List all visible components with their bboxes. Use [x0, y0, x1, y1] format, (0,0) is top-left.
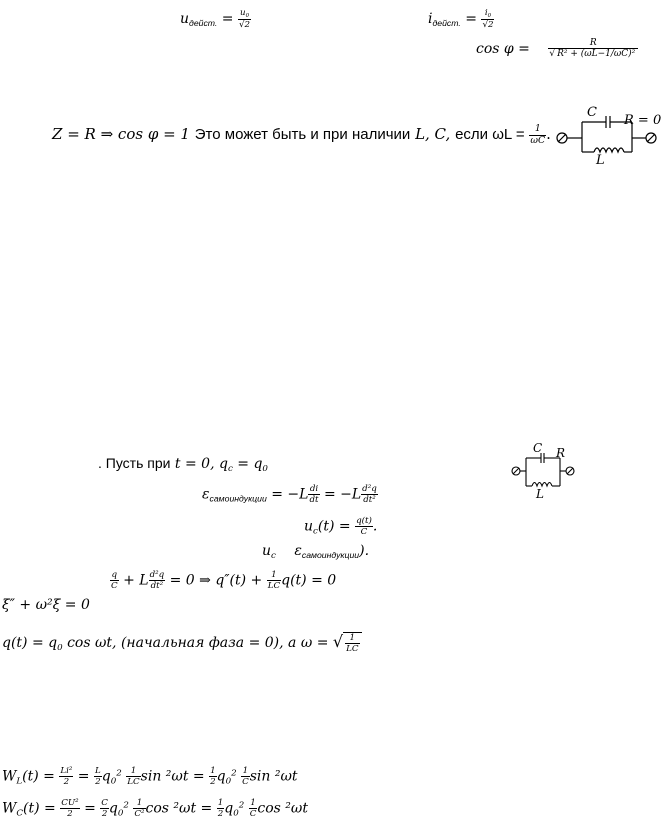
inductor-label: L [536, 487, 544, 501]
u-effective-formula: $u_{дейст.}$ = $\frac{u_0}{√2}$ [180, 8, 251, 31]
charge-solution: $q(t) = q_0$ cos ωt, (начальная фаза = 0), а ω = √ $\frac{1}{LC}$ [2, 632, 362, 654]
subscript: дейст. [432, 18, 461, 29]
inductor-energy: $W_L(t)$ = $\frac{\text{Li²}}{2}$ = $\frac{L}{2}$ $q_0^2$ $\frac{1}{LC}$ sin ²ωt = $\frac{1}{2}$ $q_0^2$ $\frac{1}{C}$ sin ²ωt [2, 766, 298, 787]
cos-phi-formula: cos φ = $\frac{R}{\text{√ R² + (ωL−1/ωC)²}}$ [476, 38, 638, 60]
voltage-emf-relation: $u_c$ $\varepsilon_{самоиндукции}$). [262, 543, 370, 562]
subscript: дейст. [189, 18, 218, 29]
capacitor-voltage: $u_c(t)$ = $\frac{q(t)}{C}$ . [304, 516, 378, 537]
lc-differential-equation: $\frac{q}{C}$ + L $\frac{\text{d²q}}{\text{dt²}}$ = 0 ⇒ q″(t) + $\frac{1}{LC}$ q(t) = 0 [111, 570, 337, 591]
fraction: $\frac{i_0}{√2}$ [482, 8, 494, 31]
circuit-diagram-lc [508, 440, 576, 500]
symbol: i [428, 11, 433, 28]
resistance-label: R [556, 446, 566, 460]
fraction: $\frac{R}{\text{√ R² + (ωL−1/ωC)²}}$ [548, 38, 638, 60]
lc-symbols: L, C, [415, 125, 451, 144]
i-effective-formula: $i_{дейст.}$ = $\frac{i_0}{√2}$ [428, 8, 494, 31]
resonance-text: Это может быть и при наличии [194, 126, 411, 144]
fraction: $\frac{u_0}{√2}$ [238, 8, 251, 31]
resonance-line: Z = R ⇒ cos φ = 1 Это может быть и при наличии L, C, если ωL = $\frac{1}{\omega C}$ . [52, 123, 551, 146]
resistance-label: R = 0 [624, 113, 662, 128]
condition-text: если ωL = [455, 126, 525, 144]
capacitor-label: C [533, 441, 543, 455]
inductor-label: L [596, 153, 605, 168]
capacitor-label: C [587, 105, 597, 120]
capacitor-energy: $W_C(t)$ = $\frac{\text{CU²}}{2}$ = $\frac{C}{2}$ $q_0^2$ $\frac{1}{\text{C²}}$ cos ²ωt = $\frac{1}{2}$ $q_0^2$ $\frac{1}{C}$ cos ²ωt [2, 798, 308, 819]
fraction: $\frac{1}{\omega C}$ [530, 123, 546, 146]
initial-condition: . Пусть при t = 0, $q_c = q_0$ [98, 455, 268, 475]
resonance-lhs: Z = R ⇒ cos φ = 1 [52, 125, 190, 144]
symbol: u [180, 11, 190, 28]
circuit-diagram-parallel-lc [548, 104, 662, 168]
harmonic-oscillator-equation: ξ″ + ω²ξ = 0 [2, 597, 90, 613]
self-induction-emf: $\varepsilon_{самоиндукции} = -L$ $\frac{di}{dt}$ = −L $\frac{\text{d²q}}{\text{dt²}}$ [202, 484, 377, 505]
